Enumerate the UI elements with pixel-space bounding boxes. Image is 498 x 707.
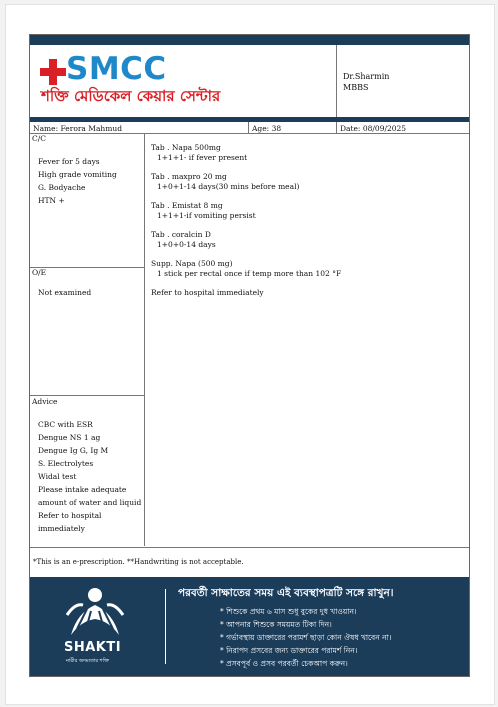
clinic-header: [30, 45, 469, 117]
shakti-banner: [30, 577, 469, 676]
medication-item: [151, 230, 341, 249]
banner-line: * গর্ভাবস্থায় ডাক্তারের পরামর্শ ছাড়া কোন ঔষধ খাবেন না।: [220, 633, 392, 642]
banner-title: পরবর্তী সাক্ষাতের সময় এই ব্যবস্থাপত্রটি সঙ্গে রাখুন।: [178, 587, 394, 599]
list-item: amount of water and liquid: [38, 498, 142, 507]
list-item: HTN +: [38, 196, 65, 205]
footer-note: *This is an e-prescription. **Handwriting is not acceptable.: [33, 558, 244, 566]
patient-age: Age: 38: [252, 123, 282, 133]
findings-column: [30, 133, 145, 546]
banner-line: * প্রসবপূর্ব ও প্রসব পরবর্তী চেকআপ করুন।: [220, 659, 348, 668]
divider: [248, 122, 249, 133]
drug-name: Tab . maxpro 20 mg: [151, 172, 227, 181]
cc-list: [38, 155, 117, 207]
drug-dose: 1+0+0-14 days: [157, 239, 216, 249]
shakti-brand: SHAKTI: [64, 640, 122, 655]
medication-item: [151, 201, 341, 220]
medication-item: [151, 172, 341, 191]
list-item: Refer to hospital: [38, 511, 102, 520]
list-item: CBC with ESR: [38, 420, 93, 429]
medication-item: [151, 143, 341, 162]
medical-cross-icon: [40, 59, 66, 85]
divider: [336, 122, 337, 133]
clinic-logo-text: SMCC: [66, 51, 167, 87]
drug-dose: 1+1+1-if vomiting persist: [157, 210, 256, 220]
advice-heading: Advice: [32, 397, 58, 406]
advice-list: [38, 418, 141, 535]
list-item: Dengue Ig G, Ig M: [38, 446, 109, 455]
list-item: S. Electrolytes: [38, 459, 94, 468]
drug-dose: 1+1+1- if fever present: [157, 152, 248, 162]
prescription-page: [5, 4, 495, 705]
banner-line: * আপনার শিশুকে সময়মত টিকা দিন।: [220, 620, 332, 629]
banner-line: * নিরাপদ প্রসবের জন্য ডাক্তারের পরামর্শ নিন।: [220, 646, 358, 655]
drug-dose: 1 stick per rectal once if temp more than 102 °F: [157, 268, 342, 278]
section-divider: [30, 395, 144, 396]
shakti-tagline: নারীর অদম্যতার শক্তি: [66, 658, 109, 664]
list-item: Widal test: [38, 472, 77, 481]
referral-note: Refer to hospital immediately: [151, 288, 264, 297]
drug-name: Tab . Napa 500mg: [151, 143, 221, 152]
doctor-info: [343, 71, 389, 93]
top-bar: [30, 35, 469, 45]
list-item: High grade vomiting: [38, 170, 117, 179]
e-prescription-note: [30, 547, 469, 574]
list-item: Dengue NS 1 ag: [38, 433, 101, 442]
visit-date: Date: 08/09/2025: [340, 123, 407, 133]
list-item: immediately: [38, 524, 85, 533]
shakti-logo-icon: [65, 585, 125, 639]
banner-divider: [165, 589, 166, 664]
drug-dose: 1+0+1-14 days(30 mins before meal): [157, 181, 300, 191]
doctor-name: Dr.Sharmin: [343, 72, 390, 81]
oe-heading: O/E: [32, 268, 47, 277]
list-item: Fever for 5 days: [38, 157, 100, 166]
list-item: Please intake adequate: [38, 485, 127, 494]
list-item: Not examined: [38, 288, 92, 297]
medication-item: [151, 259, 341, 278]
prescription-frame: [29, 34, 470, 677]
header-divider: [336, 45, 337, 117]
drug-name: Tab . coralcin D: [151, 230, 211, 239]
patient-name: Name: Ferora Mahmud: [33, 123, 122, 133]
clinic-name: শক্তি মেডিকেল কেয়ার সেন্টার: [41, 87, 221, 105]
section-divider: [30, 267, 144, 268]
list-item: G. Bodyache: [38, 183, 86, 192]
cc-heading: C/C: [32, 134, 47, 143]
drug-name: Supp. Napa (500 mg): [151, 259, 233, 268]
doctor-degree: MBBS: [343, 83, 369, 92]
banner-line: * শিশুকে প্রথম ৬ মাস শুধু বুকের দুধ খাওয়ান।: [220, 607, 357, 616]
prescription-list: [151, 143, 341, 298]
drug-name: Tab . Emistat 8 mg: [151, 201, 223, 210]
oe-list: [38, 286, 91, 299]
